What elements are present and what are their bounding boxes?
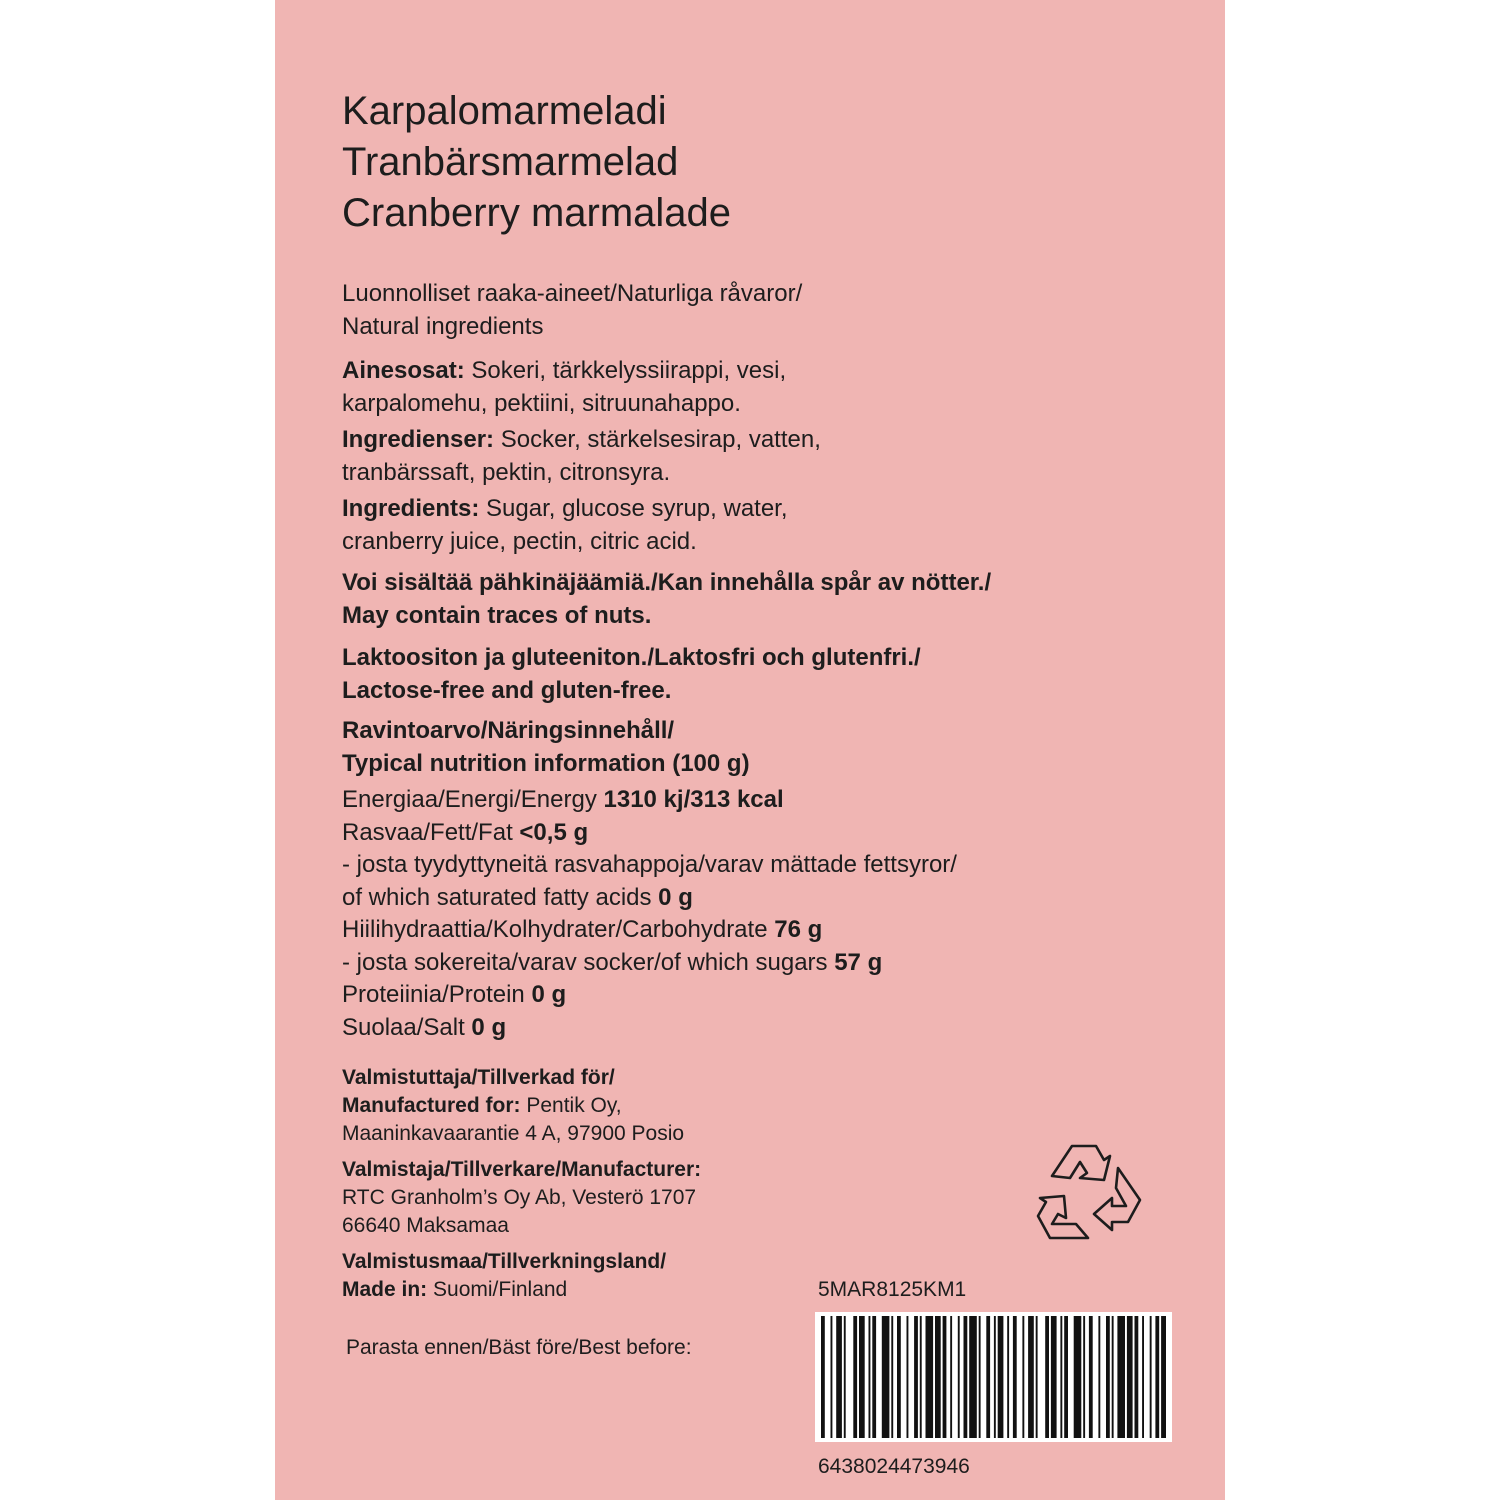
- title-english: Cranberry marmalade: [342, 191, 732, 235]
- ingredients-en-text-2: cranberry juice, pectin, citric acid.: [342, 527, 697, 555]
- barcode-bar: [836, 1316, 842, 1438]
- allergen-warning: [342, 567, 991, 632]
- ean-number: 6438024473946: [818, 1455, 970, 1478]
- barcode-bar: [1007, 1316, 1009, 1438]
- manufactured-for-label-2: Manufactured for:: [342, 1094, 521, 1117]
- natural-line-2: Natural ingredients: [342, 312, 544, 340]
- nutrition-row-saturated-2: [342, 882, 957, 915]
- barcode-bar: [1112, 1316, 1114, 1438]
- best-before-label: Parasta ennen/Bäst före/Best before:: [346, 1336, 692, 1359]
- barcode-bar: [958, 1316, 960, 1438]
- barcode-bar: [821, 1316, 825, 1438]
- barcode-bar: [935, 1316, 941, 1438]
- barcode-bar: [1098, 1316, 1100, 1438]
- barcode-bar: [1161, 1316, 1166, 1438]
- barcode-bar: [950, 1316, 952, 1438]
- allergen-line-1: Voi sisältää pähkinäjäämiä./Kan innehålla spår av nötter./: [342, 569, 992, 596]
- ingredients-sv-text: Socker, stärkelsesirap, vatten,: [494, 426, 821, 453]
- salt-value: 0 g: [471, 1013, 507, 1041]
- barcode-bar: [831, 1316, 833, 1438]
- barcode-bar: [943, 1316, 947, 1438]
- barcode-bar: [1106, 1316, 1110, 1438]
- carbohydrate-label: Hiilihydraattia/Kolhydrater/Carbohydrate: [342, 916, 775, 943]
- barcode-bar: [1083, 1316, 1085, 1438]
- saturated-value: 0 g: [658, 883, 693, 911]
- ingredients-fi-label: Ainesosat:: [342, 357, 465, 384]
- energy-value: 1310 kj/313 kcal: [603, 786, 784, 813]
- barcode-bar: [979, 1316, 981, 1438]
- barcode-bar: [1127, 1316, 1133, 1438]
- nutrition-row-energy: [342, 784, 957, 817]
- country-label-1: Valmistusmaa/Tillverkningsland/: [342, 1250, 667, 1273]
- barcode-bar: [1117, 1316, 1125, 1438]
- barcode-bar: [1060, 1316, 1062, 1438]
- manufactured-for-company: Pentik Oy,: [520, 1094, 622, 1117]
- barcode-bar: [1064, 1316, 1068, 1438]
- ingredients-finnish: [342, 355, 786, 420]
- barcode-bar: [1022, 1316, 1024, 1438]
- manufactured-for-label-1: Valmistuttaja/Tillverkad för/: [342, 1066, 615, 1089]
- barcode-bar: [998, 1316, 1004, 1438]
- saturated-label: of which saturated fatty acids: [342, 883, 659, 911]
- ingredients-fi-text-2: karpalomehu, pektiini, sitruunahappo.: [342, 389, 741, 417]
- barcode-bar: [869, 1316, 871, 1438]
- barcode-bar: [969, 1316, 977, 1438]
- ingredients-en-label: Ingredients:: [342, 495, 480, 522]
- nutrition-row-salt: [342, 1012, 957, 1045]
- country-label-2: Made in:: [342, 1278, 428, 1301]
- manufacturer: [342, 1156, 701, 1240]
- manufactured-for: [342, 1064, 684, 1148]
- product-code: 5MAR8125KM1: [818, 1278, 967, 1301]
- natural-line-1: Luonnolliset raaka-aineet/Naturliga råvaror/: [342, 280, 803, 307]
- barcode-bar: [914, 1316, 918, 1438]
- title-swedish: Tranbärsmarmelad: [342, 140, 679, 184]
- manufacturer-line-1: RTC Granholm’s Oy Ab, Vesterö 1707: [342, 1186, 697, 1209]
- nutrition-row-protein: [342, 979, 957, 1012]
- natural-ingredients-claim: [342, 278, 802, 343]
- nutrition-row-saturated-1: - josta tyydyttyneitä rasvahappoja/varav mättade fettsyror/: [342, 851, 957, 878]
- barcode-bar: [1089, 1316, 1093, 1438]
- allergen-line-2: May contain traces of nuts.: [342, 601, 652, 629]
- barcode-bar: [920, 1316, 922, 1438]
- protein-label: Proteiinia/Protein: [342, 981, 532, 1008]
- energy-label: Energiaa/Energi/Energy: [342, 786, 604, 813]
- barcode-bar: [1150, 1316, 1152, 1438]
- country-value: Suomi/Finland: [427, 1278, 568, 1301]
- free-from-line-1: Laktoositon ja gluteeniton./Laktosfri och glutenfri./: [342, 644, 921, 671]
- barcode-bar: [872, 1316, 876, 1438]
- barcode-bar: [986, 1316, 990, 1438]
- barcode-bar: [882, 1316, 890, 1438]
- barcode-bar: [1051, 1316, 1057, 1438]
- free-from-line-2: Lactose-free and gluten-free.: [342, 676, 672, 704]
- nutrition-table: [342, 715, 957, 1044]
- barcode-bar: [897, 1316, 901, 1438]
- nutrition-row-carbohydrate: [342, 914, 957, 947]
- barcode-bar: [1135, 1316, 1139, 1438]
- nutrition-heading-2: Typical nutrition information (100 g): [342, 749, 750, 777]
- nutrition-row-fat: [342, 817, 957, 850]
- barcode-bar: [844, 1316, 846, 1438]
- barcode-bar: [1142, 1316, 1144, 1438]
- barcode-bar: [859, 1316, 865, 1438]
- barcode-bar: [891, 1316, 893, 1438]
- ingredients-english: [342, 493, 788, 558]
- barcode-bar: [1028, 1316, 1034, 1438]
- barcode-bar: [964, 1316, 968, 1438]
- barcode-bar: [1036, 1316, 1038, 1438]
- free-from-claim: [342, 642, 921, 707]
- barcode-bar: [1074, 1316, 1082, 1438]
- fat-value: <0,5 g: [519, 818, 589, 846]
- country-of-origin: [342, 1248, 666, 1304]
- barcode-bar: [926, 1316, 934, 1438]
- barcode-bar: [907, 1316, 909, 1438]
- product-titles: [342, 86, 731, 239]
- barcode-bar: [853, 1316, 857, 1438]
- sugars-value: 57 g: [834, 948, 883, 976]
- nutrition-heading-1: Ravintoarvo/Näringsinnehåll/: [342, 717, 675, 744]
- manufacturer-line-2: 66640 Maksamaa: [342, 1214, 509, 1237]
- ingredients-en-text: Sugar, glucose syrup, water,: [479, 495, 788, 522]
- ingredients-swedish: [342, 424, 821, 489]
- manufactured-for-address: Maaninkavaarantie 4 A, 97900 Posio: [342, 1122, 685, 1145]
- title-finnish: Karpalomarmeladi: [342, 89, 667, 133]
- barcode: [815, 1312, 1172, 1442]
- barcode-bar: [994, 1316, 996, 1438]
- ingredients-fi-text: Sokeri, tärkkelyssiirappi, vesi,: [464, 357, 787, 384]
- salt-label: Suolaa/Salt: [342, 1013, 472, 1041]
- ingredients-sv-label: Ingredienser:: [342, 426, 495, 453]
- ingredients-sv-text-2: tranbärssaft, pektin, citronsyra.: [342, 458, 671, 486]
- barcode-bar: [1013, 1316, 1017, 1438]
- barcode-bar: [1045, 1316, 1049, 1438]
- recycle-icon: [1030, 1138, 1150, 1248]
- carbohydrate-value: 76 g: [774, 916, 823, 943]
- protein-value: 0 g: [531, 981, 567, 1008]
- sugars-label: - josta sokereita/varav socker/of which sugars: [342, 948, 835, 976]
- nutrition-row-sugars: [342, 947, 957, 980]
- fat-label: Rasvaa/Fett/Fat: [342, 818, 520, 846]
- barcode-bar: [1155, 1316, 1159, 1438]
- manufacturer-label: Valmistaja/Tillverkare/Manufacturer:: [342, 1158, 702, 1181]
